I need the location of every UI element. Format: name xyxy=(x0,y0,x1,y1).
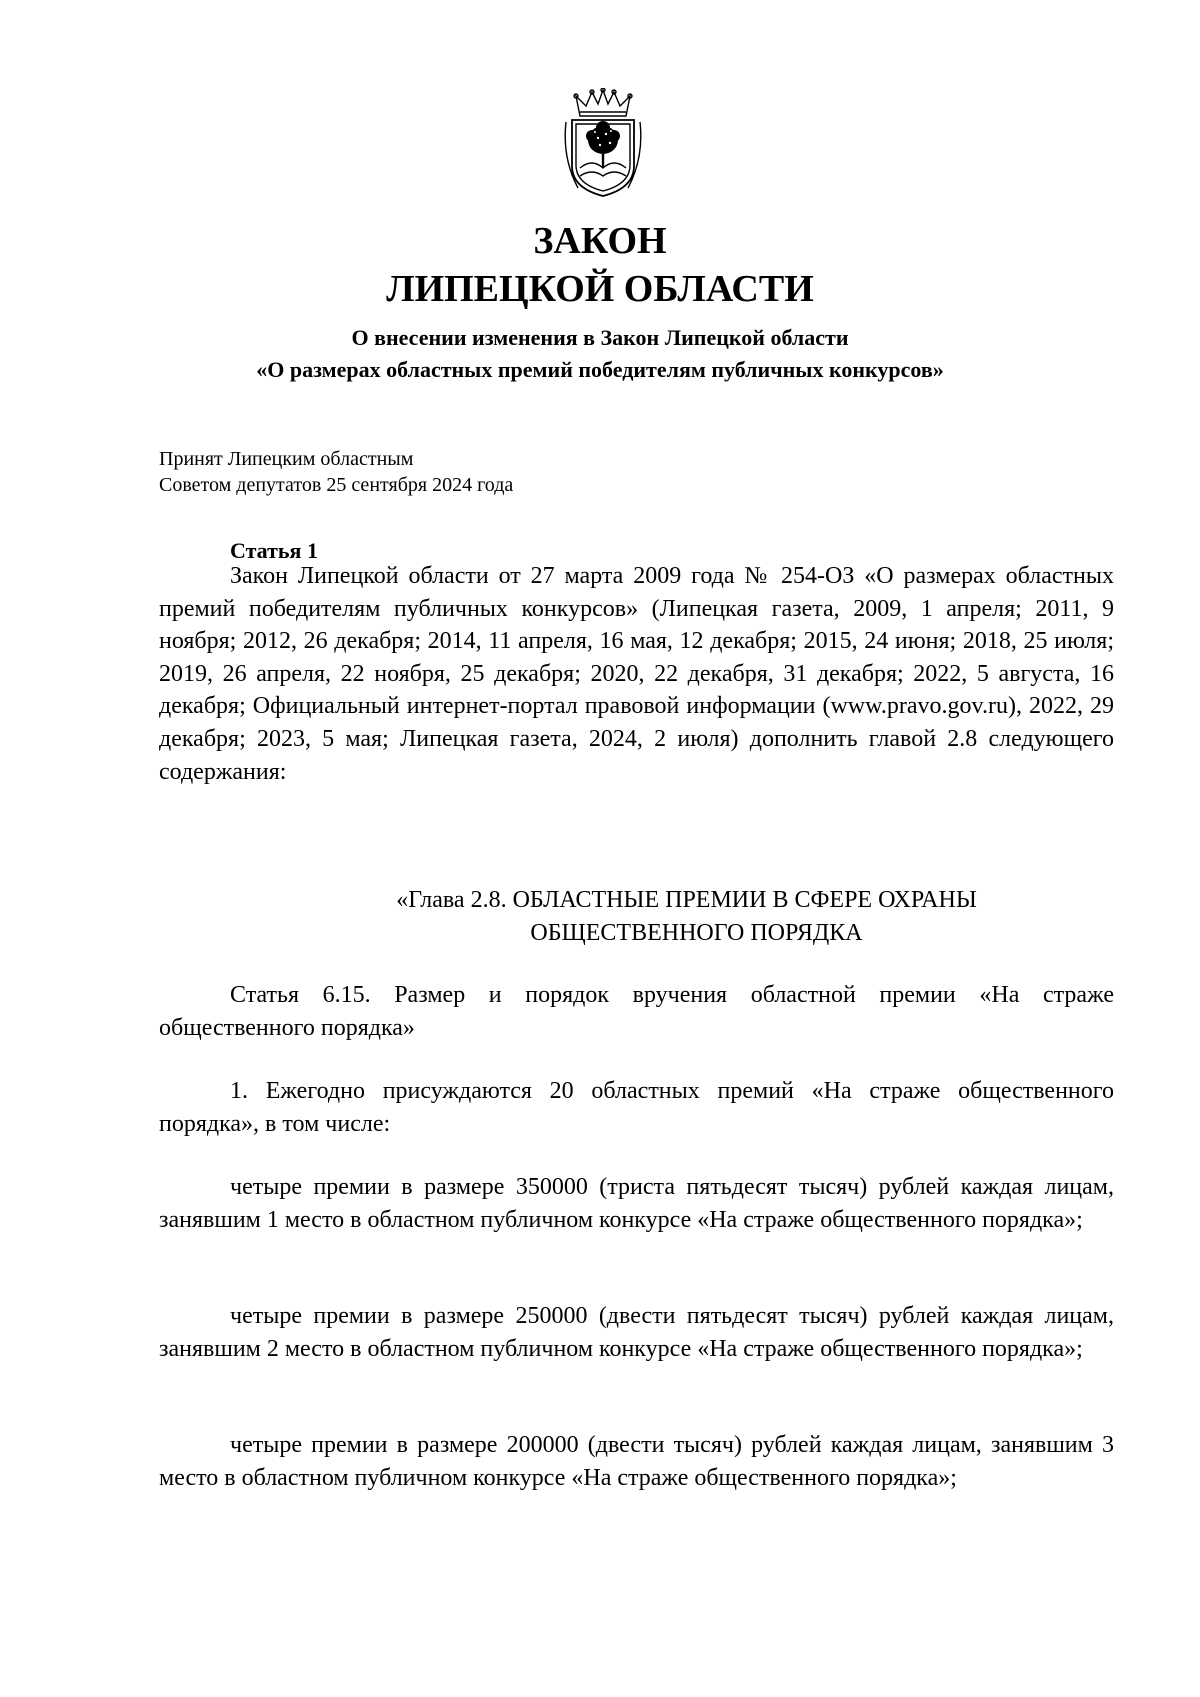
subtitle-line-2: «О размерах областных премий победителям публичных конкурсов» xyxy=(256,357,944,382)
prize-2-paragraph: четыре премии в размере 250000 (двести пятьдесят тысяч) рублей каждая лицам, занявшим 2 место в областном публичном конкурсе «На страже общественного порядка»; xyxy=(159,1303,1114,1362)
article-heading: Статья 1 xyxy=(230,538,318,563)
article-intro-paragraph: Закон Липецкой области от 27 марта 2009 года № 254-ОЗ «О размерах областных премий победителям публичных конкурсов» (Липецкая газета, 2009, 1 апреля; 2011, 9 ноября; 2012, 26 декабря; 2014, 11 апреля, 16 мая, 12 декабря; 2015, 24 июня; 2018, 25 июля; 2019, 26 апреля, 22 ноября, 25 декабря; 2020, 22 декабря, 31 декабря; 2022, 5 августа, 16 декабря; Официальный интернет-портал правовой информации (www.pravo.gov.ru), 2022, 29 декабря; 2023, 5 мая; Липецкая газета, 2024, 2 июля) дополнить главой 2.8 следующего содержания: xyxy=(159,563,1114,785)
prize-3-paragraph: четыре премии в размере 200000 (двести тысяч) рублей каждая лицам, занявшим 3 место в областном публичном конкурсе «На страже общественного порядка»; xyxy=(159,1432,1114,1491)
item-1-paragraph: 1. Ежегодно присуждаются 20 областных премий «На страже общественного порядка», в том числе: xyxy=(159,1078,1114,1137)
section-heading: Статья 6.15. Размер и порядок вручения областной премии «На страже общественного порядка» xyxy=(159,982,1114,1041)
prize-1-paragraph: четыре премии в размере 350000 (триста пятьдесят тысяч) рублей каждая лицам, занявшим 1 место в областном публичном конкурсе «На страже общественного порядка»; xyxy=(159,1174,1114,1233)
document-subtitle xyxy=(0,322,1200,386)
chapter-heading xyxy=(159,884,1114,950)
document-title-region: ЛИПЕЦКОЙ ОБЛАСТИ xyxy=(386,268,814,310)
document-title: ЗАКОН xyxy=(533,220,667,262)
adoption-line-2: Советом депутатов 25 сентября 2024 года xyxy=(159,474,514,496)
subtitle-line-1: О внесении изменения в Закон Липецкой области xyxy=(351,325,849,350)
chapter-heading-line-2: ОБЩЕСТВЕННОГО ПОРЯДКА xyxy=(530,920,863,946)
coat-of-arms-icon xyxy=(558,88,648,200)
chapter-heading-line-1: «Глава 2.8. ОБЛАСТНЫЕ ПРЕМИИ В СФЕРЕ ОХРАНЫ xyxy=(396,887,977,913)
adoption-line-1: Принят Липецким областным xyxy=(159,448,414,470)
adoption-note xyxy=(159,446,513,498)
